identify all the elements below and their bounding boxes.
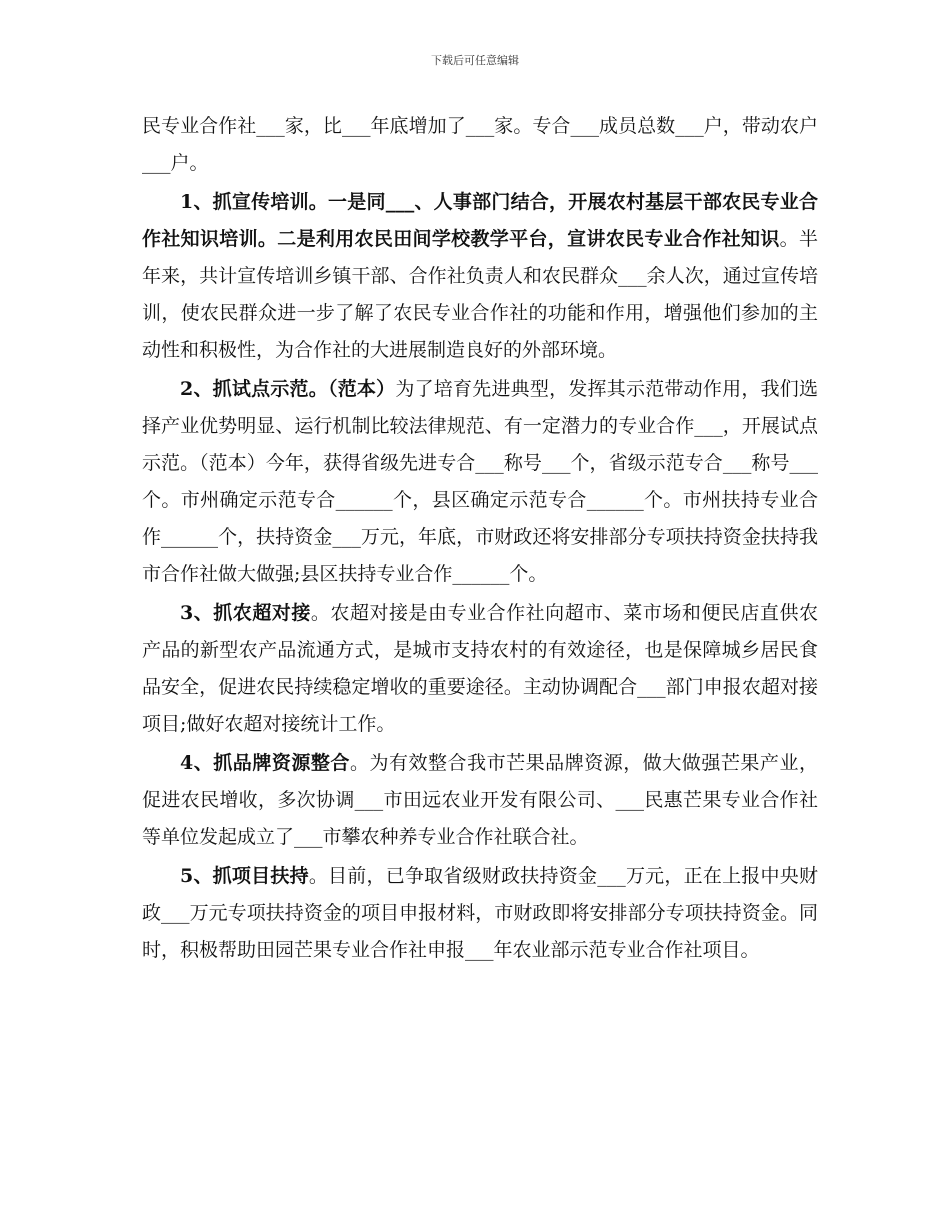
paragraph-publicity-training-text: 。半年来，共计宣传培训乡镇干部、合作社负责人和农民群众___余人次，通过宣传培训，使农民群众进一步了解了农民专业合作社的功能和作用，增强他们参加的主动性和积极性，为合作社的大进展制造良好的外部环境。 (142, 228, 818, 361)
paragraph-project-support-heading: 5、抓项目扶持 (180, 865, 309, 887)
page-header: 下载后可任意编辑 (431, 54, 519, 67)
paragraph-pilot-demonstration (142, 371, 818, 593)
document-body (142, 108, 818, 971)
paragraph-farm-supermarket (142, 595, 818, 743)
paragraph-project-support-text: 。目前，已争取省级财政扶持资金___万元，正在上报中央财政___万元专项扶持资金的项目申报材料，市财政即将安排部分专项扶持资金。同时，积极帮助田园芒果专业合作社申报___年农业部示范专业合作社项目。 (142, 865, 818, 961)
paragraph-farm-supermarket-text: 。农超对接是由专业合作社向超市、菜市场和便民店直供农产品的新型农产品流通方式，是城市支持农村的有效途径，也是保障城乡居民食品安全，促进农民持续稳定增收的重要途径。主动协调配合___部门申报农超对接项目;做好农超对接统计工作。 (142, 602, 818, 735)
paragraph-brand-integration (142, 745, 818, 856)
paragraph-pilot-demonstration-text: 为了培育先进典型，发挥其示范带动作用，我们选择产业优势明显、运行机制比较法律规范、有一定潜力的专业合作___，开展试点示范。（范本）今年，获得省级先进专合___称号___个，省级示范专合___称号___个。市州确定示范专合______个，县区确定示范专合______个。市州扶持专业合作______个，扶持资金___万元，年底，市财政还将安排部分专项扶持资金扶持我市合作社做大做强;县区扶持专业合作______个。 (142, 378, 818, 585)
paragraph-farm-supermarket-heading: 3、抓农超对接 (180, 602, 311, 624)
paragraph-intro-text: 民专业合作社___家，比___年底增加了___家。专合___成员总数___户，带动农户___户。 (142, 115, 818, 174)
paragraph-pilot-demonstration-heading: 2、抓试点示范。（范本） (180, 378, 396, 400)
paragraph-publicity-training (142, 184, 818, 369)
paragraph-brand-integration-heading: 4、抓品牌资源整合 (180, 752, 350, 774)
paragraph-intro (142, 108, 818, 182)
paragraph-publicity-training-heading: 1、抓宣传培训。一是同___、人事部门结合，开展农村基层干部农民专业合作社知识培训。二是利用农民田间学校教学平台，宣讲农民专业合作社知识 (142, 191, 818, 250)
paragraph-project-support (142, 858, 818, 969)
paragraph-brand-integration-text: 。为有效整合我市芒果品牌资源，做大做强芒果产业，促进农民增收，多次协调___市田远农业开发有限公司、___民惠芒果专业合作社等单位发起成立了___市攀农种养专业合作社联合社。 (142, 752, 818, 848)
